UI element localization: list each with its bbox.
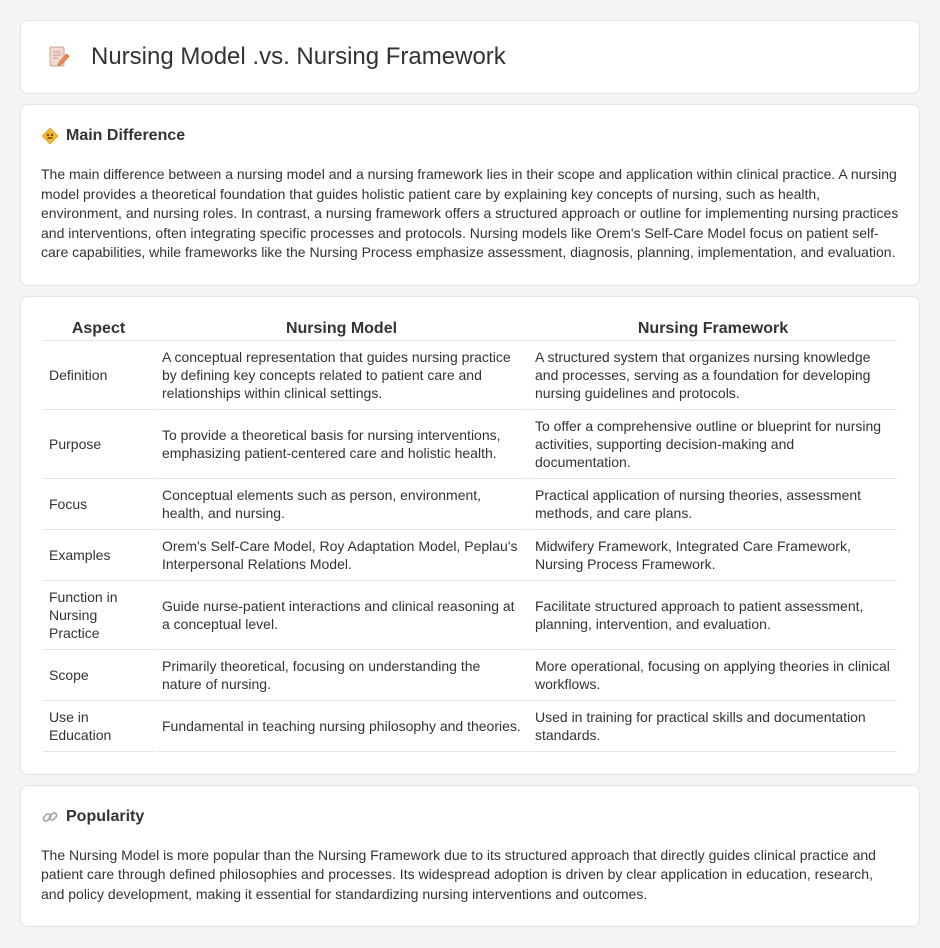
- popularity-title: Popularity: [66, 807, 145, 825]
- row-framework: A structured system that organizes nursing knowledge and processes, serving as a foundation for developing nursing guidelines and protocols.: [529, 341, 897, 410]
- table-row: [43, 410, 897, 479]
- row-framework: Used in training for practical skills and documentation standards.: [529, 701, 897, 752]
- main-difference-text: The main difference between a nursing model and a nursing framework lies in their scope and application within clinical practice. A nursing model provides a theoretical foundation that guides holistic patient care by explaining key concepts of nursing, such as health, environment, and nursing roles. In contrast, a nursing framework offers a structured approach or outline for implementing nursing practices and interventions, often integrating specific processes and protocols. Nursing models like Orem's Self-Care Model focus on patient self-care capabilities, while frameworks like the Nursing Process emphasize assessment, diagnosis, planning, implementation, and evaluation.: [41, 166, 899, 260]
- row-model: Fundamental in teaching nursing philosophy and theories.: [156, 701, 527, 752]
- row-framework: Practical application of nursing theories, assessment methods, and care plans.: [529, 479, 897, 530]
- row-model: Guide nurse-patient interactions and clinical reasoning at a conceptual level.: [156, 581, 527, 650]
- row-aspect: Focus: [43, 479, 154, 530]
- table-header-row: [43, 317, 897, 341]
- row-aspect: Scope: [43, 650, 154, 701]
- row-aspect: Purpose: [43, 410, 154, 479]
- main-difference-heading: [41, 127, 899, 145]
- header-card: [20, 20, 920, 94]
- row-framework: Facilitate structured approach to patient assessment, planning, intervention, and evaluation.: [529, 581, 897, 650]
- row-model: Conceptual elements such as person, environment, health, and nursing.: [156, 479, 527, 530]
- row-framework: More operational, focusing on applying theories in clinical workflows.: [529, 650, 897, 701]
- page-title: Nursing Model .vs. Nursing Framework: [91, 43, 506, 70]
- popularity-heading: [41, 808, 899, 826]
- popularity-text: The Nursing Model is more popular than the Nursing Framework due to its structured approach that directly guides clinical practice and patient care through defined philosophies and processes. Its widespread adoption is driven by clear application in education, research, and policy development, making it essential for standardizing nursing interventions and outcomes.: [41, 846, 876, 902]
- comparison-table-card: [20, 296, 920, 775]
- table-row: [43, 479, 897, 530]
- row-framework: Midwifery Framework, Integrated Care Framework, Nursing Process Framework.: [529, 530, 897, 581]
- comparison-table: [41, 317, 899, 752]
- row-model: To provide a theoretical basis for nursing interventions, emphasizing patient-centered care and holistic health.: [156, 410, 527, 479]
- row-model: A conceptual representation that guides nursing practice by defining key concepts related to patient care and relationships within clinical settings.: [156, 341, 527, 410]
- table-row: [43, 341, 897, 410]
- header-nursing-framework: Nursing Framework: [529, 317, 897, 341]
- row-aspect: Use in Education: [43, 701, 154, 752]
- header-aspect: Aspect: [43, 317, 154, 341]
- row-framework: To offer a comprehensive outline or blueprint for nursing activities, supporting decision-making and documentation.: [529, 410, 897, 479]
- popularity-section: [20, 785, 920, 928]
- row-aspect: Function in Nursing Practice: [43, 581, 154, 650]
- link-icon: [41, 808, 59, 826]
- header-nursing-model: Nursing Model: [156, 317, 527, 341]
- row-model: Orem's Self-Care Model, Roy Adaptation Model, Peplau's Interpersonal Relations Model.: [156, 530, 527, 581]
- main-difference-title: Main Difference: [66, 127, 186, 144]
- table-row: [43, 701, 897, 752]
- table-row: [43, 650, 897, 701]
- diamond-sign-icon: [41, 127, 59, 145]
- row-aspect: Definition: [43, 341, 154, 410]
- table-row: [43, 530, 897, 581]
- main-difference-section: [20, 104, 920, 286]
- table-row: [43, 581, 897, 650]
- document-pencil-icon: [47, 45, 71, 69]
- row-aspect: Examples: [43, 530, 154, 581]
- row-model: Primarily theoretical, focusing on understanding the nature of nursing.: [156, 650, 527, 701]
